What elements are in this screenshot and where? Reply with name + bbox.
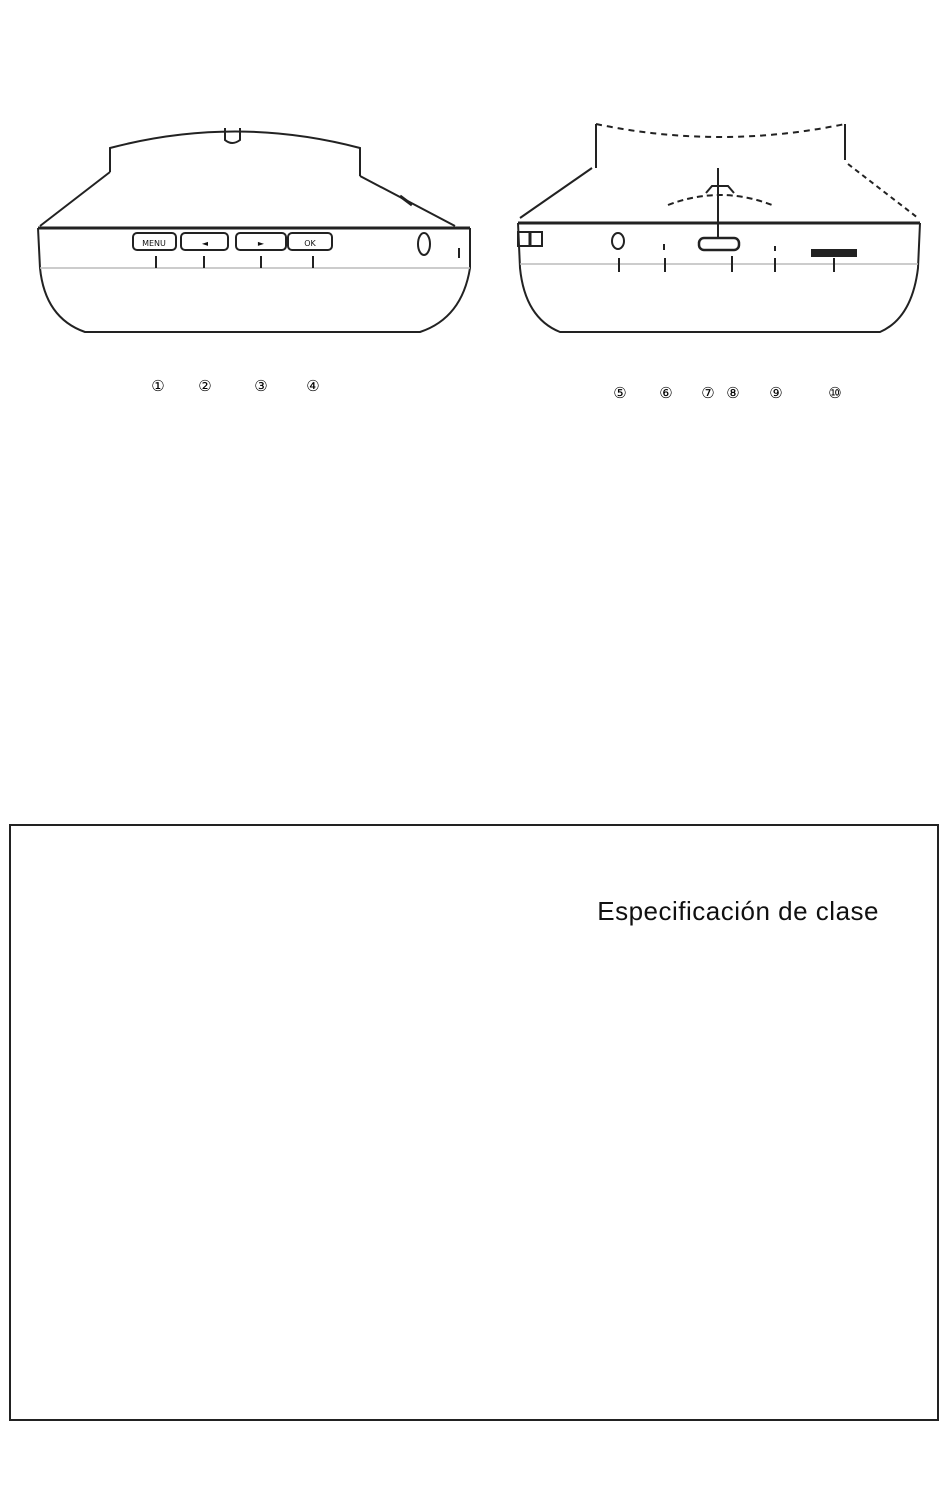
callout-4: ④ <box>306 377 320 395</box>
callout-2: ② <box>198 377 212 395</box>
callout-7: ⑦ <box>701 384 715 402</box>
callout-8: ⑧ <box>726 384 740 402</box>
front-leader-lines <box>156 256 313 268</box>
callout-1: ① <box>151 377 165 395</box>
menu-button-label: MENU <box>142 239 166 248</box>
back-view-device <box>518 124 920 332</box>
callout-6: ⑥ <box>659 384 673 402</box>
right-button-label: ► <box>257 239 265 248</box>
front-callouts <box>151 377 319 395</box>
device-diagram <box>0 0 950 420</box>
back-callouts <box>613 384 841 402</box>
front-view-device <box>38 128 470 332</box>
callout-10: ⑩ <box>828 384 842 402</box>
ok-button-label: OK <box>304 239 316 248</box>
callout-3: ③ <box>254 377 268 395</box>
callout-5: ⑤ <box>613 384 627 402</box>
spec-box <box>9 824 939 1421</box>
callout-9: ⑨ <box>769 384 783 402</box>
left-button-label: ◄ <box>201 239 209 248</box>
front-buttons <box>133 233 332 250</box>
spec-title: Especificación de clase <box>597 896 879 926</box>
